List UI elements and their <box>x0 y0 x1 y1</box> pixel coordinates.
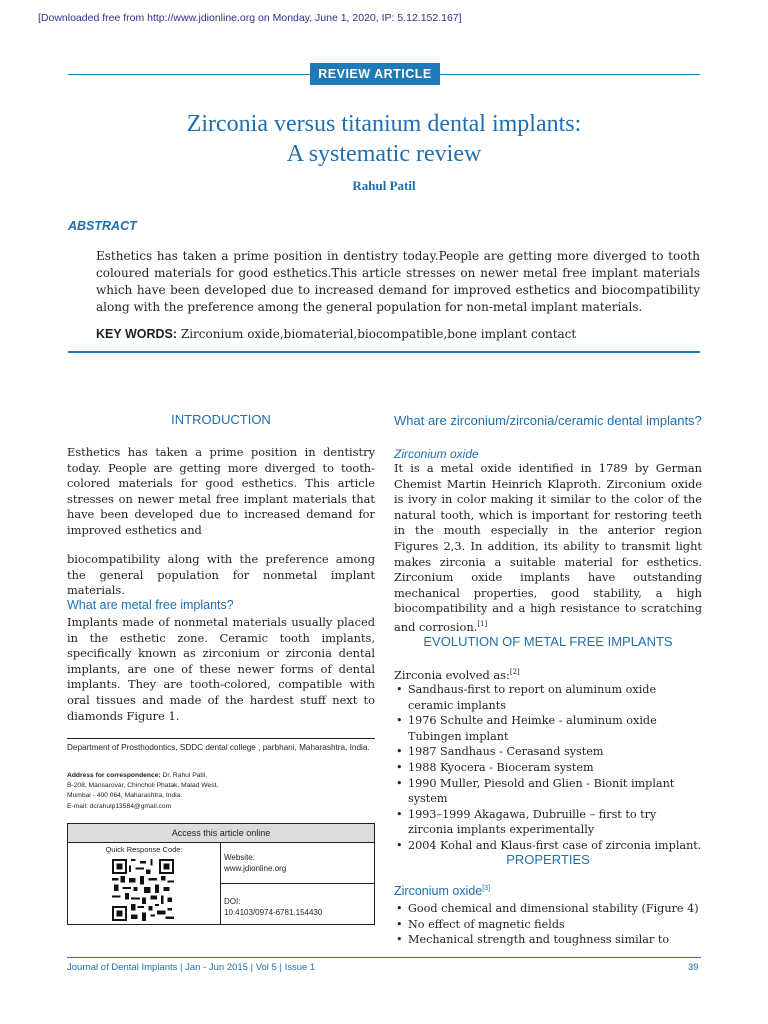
list-item: • Good chemical and dimensional stability (Figure 4) <box>394 901 702 917</box>
list-item: • 1990 Muller, Piesold and Glien - Bionit implant system <box>394 776 702 807</box>
metal-free-paragraph: Implants made of nonmetal materials usually placed in the esthetic zone. Ceramic tooth implants, specifically known as zirconium or zirconia dental implants, are one of these newer forms of dental implants. They are tooth-colored, compatible with oral tissues and made of the hardest stuff next to diamonds Figure 1. <box>67 615 375 723</box>
footer-rule <box>67 957 701 958</box>
abstract-heading: ABSTRACT <box>68 219 137 233</box>
intro-paragraph-2: biocompatibility along with the preference among the general population for nonmetal implant materials. <box>67 552 375 598</box>
author-name: Rahul Patil <box>352 178 416 193</box>
article-title <box>68 109 700 169</box>
zirconium-oxide-text: It is a metal oxide identified in 1789 by German Chemist Martin Heinrich Klaproth. Zirconium oxide is ivory in color making it similar to the color of the natural tooth, which is important for restoring teeth in the mouth especially in the anterior region Figures 2,3. In addition, its ability to transmit light makes zirconia a suitable material for esthetics. Zirconium oxide implants have outstanding mechanical properties, good stability, a high biocompatibility and a high resistance to scratching and corrosion. <box>394 461 702 634</box>
evolution-heading: EVOLUTION OF METAL FREE IMPLANTS <box>423 634 673 649</box>
introduction-section <box>67 412 375 427</box>
address-line-2: B-208, Mansarovar, Chincholi Phatak, Malad West, <box>67 782 219 790</box>
qr-code-icon[interactable] <box>109 859 177 921</box>
evolved-intro <box>394 665 702 683</box>
website-label: Website: <box>224 853 255 862</box>
correspondence-address <box>67 771 375 812</box>
evolved-text: Zirconia evolved as: <box>394 667 510 682</box>
properties-heading: PROPERTIES <box>506 852 590 867</box>
qr-label: Quick Response Code: <box>105 845 183 854</box>
properties-sub-text: Zirconium oxide <box>394 884 483 898</box>
access-heading: Access this article online <box>68 824 374 843</box>
page-number: 39 <box>688 962 699 973</box>
reference-2[interactable]: [2] <box>509 668 520 676</box>
address-line-3: Mumbai - 400 064, Maharashtra, India. <box>67 792 183 800</box>
qr-cell <box>68 842 221 924</box>
list-item: • 1988 Kyocera - Bioceram system <box>394 760 702 776</box>
department: Department of Prosthodontics, SDDC dental college , parbhani, Maharashtra, India. <box>67 743 370 752</box>
website-link[interactable]: www.jdionline.org <box>224 864 287 873</box>
email: E-mail: dcrahulp13584@gmail.com <box>67 802 172 810</box>
list-item: • 2004 Kohal and Klaus-first case of zirconia implant. <box>394 838 702 854</box>
title-line-2: A systematic review <box>286 141 482 167</box>
doi-cell <box>220 884 374 924</box>
download-notice: [Downloaded free from http://www.jdionline.org on Monday, June 1, 2020, IP: 5.12.152.167] <box>38 12 462 24</box>
intro-paragraph-1: Esthetics has taken a prime position in dentistry today. People are getting more diverged to tooth-colored materials for good esthetics. This article stresses on newer metal free implant materials that have been developed due to increased demand for improved esthetics and <box>67 445 375 537</box>
abstract-text: Esthetics has taken a prime position in dentistry today.People are getting more diverged to tooth coloured materials for good esthetics.This article stresses on newer metal free implant materials which have been developed due to increased demand for improved esthetics and biocompatibility along with the preference among the general population for non-metal implant materials. <box>96 249 700 314</box>
reference-1[interactable]: [1] <box>477 619 488 628</box>
keywords <box>96 327 700 341</box>
zirconium-oxide-subheading: Zirconium oxide <box>394 447 479 461</box>
properties-list <box>394 901 702 948</box>
address-label: Address for correspondence: <box>67 772 161 779</box>
website-cell <box>220 842 374 884</box>
properties-subheading <box>394 884 702 898</box>
address-name: Dr. Rahul Patil, <box>162 772 208 779</box>
list-item: • 1993–1999 Akagawa, Dubruille – first to try zirconia implants experimentally <box>394 807 702 838</box>
list-item: • No effect of magnetic fields <box>394 917 702 933</box>
access-box <box>67 823 375 925</box>
journal-footer: Journal of Dental Implants | Jan - Jun 2015 | Vol 5 | Issue 1 <box>67 962 316 973</box>
affiliation-rule <box>67 738 375 739</box>
abstract-rule <box>68 351 700 353</box>
title-line-1: Zirconia versus titanium dental implants: <box>186 111 582 137</box>
reference-3[interactable]: [3] <box>482 884 491 892</box>
list-item: • 1976 Schulte and Heimke - aluminum oxide Tubingen implant <box>394 713 702 744</box>
zirconium-oxide-paragraph <box>394 461 702 635</box>
keywords-label: KEY WORDS: <box>96 327 178 341</box>
keywords-list: Zirconium oxide,biomaterial,biocompatible,bone implant contact <box>180 327 577 341</box>
introduction-heading: INTRODUCTION <box>171 412 271 427</box>
article-type-banner: REVIEW ARTICLE <box>310 63 440 85</box>
zirconia-implants-heading: What are zirconium/zirconia/ceramic dental implants? <box>394 413 702 428</box>
metal-free-heading: What are metal free implants? <box>67 598 234 612</box>
list-item: • Mechanical strength and toughness similar to <box>394 932 702 948</box>
doi-label: DOI: <box>224 897 241 906</box>
list-item: • 1987 Sandhaus - Cerasand system <box>394 744 702 760</box>
evolution-list <box>394 682 702 854</box>
doi-value[interactable]: 10.4103/0974-6781.154430 <box>224 908 323 917</box>
list-item: • Sandhaus-first to report on aluminum oxide ceramic implants <box>394 682 702 713</box>
